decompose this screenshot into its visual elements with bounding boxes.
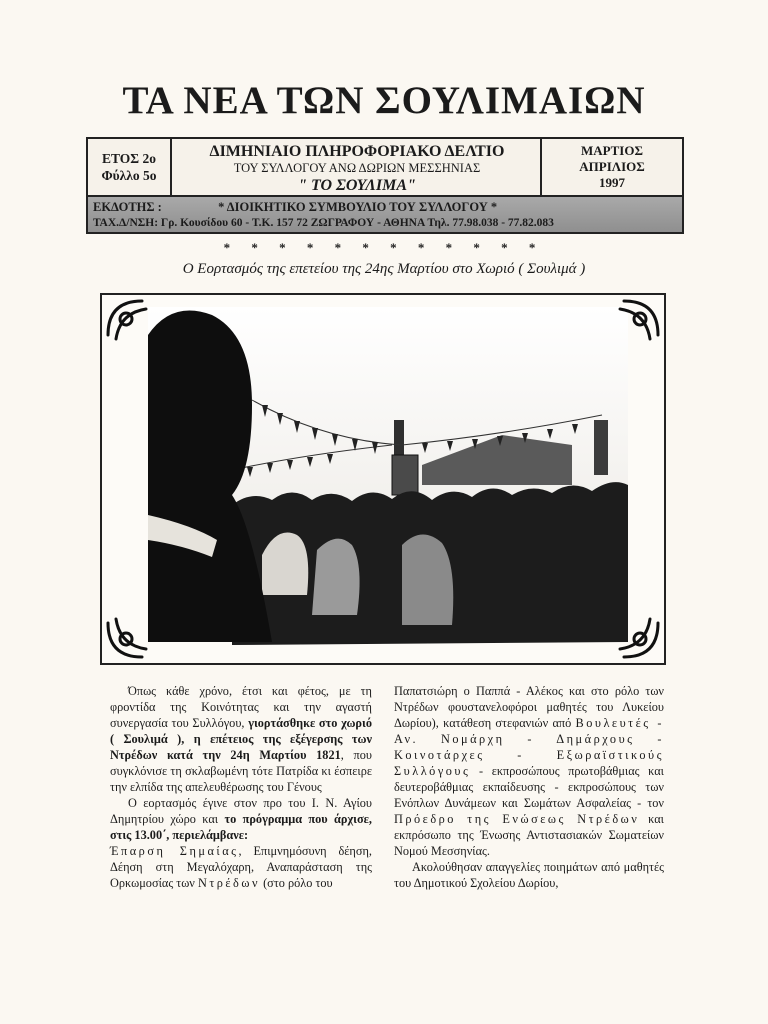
issue-month-1: ΜΑΡΤΙΟΣ (581, 143, 643, 158)
issue-date-year: 1997 (599, 175, 625, 190)
text-run-spaced: Έπαρση Σημαίας (110, 844, 239, 858)
text-run-spaced: Βουλευτές - Αν. Νομάρχη - Δημάρχους - Κοινοτάρχες - Εξωραϊστικούς Συλλόγους (394, 716, 664, 778)
article-column-right (394, 683, 664, 891)
bulletin-line-2: ΤΟΥ ΣΥΛΛΟΓΟΥ ΑΝΩ ΔΩΡΙΩΝ ΜΕΣΣΗΝΙΑΣ (233, 161, 481, 175)
article-paragraph (110, 683, 372, 795)
article-paragraph (110, 795, 372, 843)
text-run: (στο ρόλο του (260, 876, 333, 890)
text-run-spaced: Πρόεδρο της Ενώσεως Ντρέδων (394, 812, 640, 826)
article-photo (100, 293, 666, 665)
text-run: Ο εορτασμός έγινε στον προ του Ι. Ν. Αγίου Δημητρίου χώρο και (110, 796, 372, 826)
article-paragraph (110, 843, 372, 891)
bulletin-line-3: " ΤΟ ΣΟΥΛΙΜΑ" (298, 177, 416, 194)
article-column-left (110, 683, 372, 891)
text-run: Όπως κάθε χρόνο, έτσι και φέτος, με τη φροντίδα της Κοινότητας και την αγαστή συνεργασία του Συλλόγου, (110, 684, 372, 730)
star-separator: * * * * * * * * * * * * (223, 240, 545, 255)
text-run-bold: το πρόγραμμα που άρχισε, στις 13.00΄, περιελάμβανε: (110, 812, 372, 842)
article-subtitle: Ο Εορτασμός της επετείου της 24ης Μαρτίου στο Χωριό ( Σουλιμά ) (182, 261, 586, 277)
text-run: , Επιμνημόσυνη δέηση, Δέηση στη Μεγαλόχαρη, Αναπαράσταση της Ορκωμοσίας των (110, 844, 372, 890)
issue-info (88, 139, 172, 195)
issue-month-2: ΑΠΡΙΛΙΟΣ (579, 159, 645, 174)
issue-year: ΕΤΟΣ 2ο (102, 151, 156, 166)
ceremony-photo-illustration (102, 295, 664, 663)
text-run: και εκπρόσωπο της Ένωσης Αντιστασιακών Σωματείων Νομού Μεσσηνίας. (394, 812, 664, 858)
bulletin-line-1: ΔΙΜΗΝΙΑΙΟ ΠΛΗΡΟΦΟΡΙΑΚΟ ΔΕΛΤΙΟ (209, 143, 505, 160)
article-paragraph (394, 683, 664, 859)
publisher-row: ΕΚΔΟΤΗΣ : * ΔΙΟΙΚΗΤΙΚΟ ΣΥΜΒΟΥΛΙΟ ΤΟΥ ΣΥΛΛΟΓΟΥ * (93, 200, 498, 214)
issue-sheet: Φύλλο 5ο (101, 168, 157, 183)
publisher-bar (86, 197, 684, 234)
text-run: Παπατσιώρη ο Παππά - Αλέκος και στο ρόλο των Ντρέδων φουστανελοφόροι μαθητές του Λυκείου Δωρίου), κατάθεση στεφανιών από (394, 684, 664, 730)
article-paragraph: Ακολούθησαν απαγγελίες ποιημάτων από μαθητές του Δημοτικού Σχολείου Δωρίου, (394, 860, 664, 890)
text-run: , που συγκλόνισε τη σκλαβωμένη τότε Πατρίδα κι έσπειρε την ελπίδα της απελευθέρωσης του Γένους (110, 748, 372, 794)
text-run-bold: γιορτάσθηκε στο χωριό ( Σουλιμά ), η επέτειος της εξέγερσης των Ντρέδων κατά την 24η Μαρτίου 1821 (110, 716, 372, 762)
bulletin-description (172, 139, 542, 195)
text-run-spaced: Ντρέδων (197, 876, 261, 890)
header-box (86, 137, 684, 197)
address-row: ΤΑΧ.Δ/ΝΣΗ: Γρ. Κουσίδου 60 - Τ.Κ. 157 72 ΖΩΓΡΑΦΟΥ - ΑΘΗΝΑ Τηλ. 77.98.038 - 77.82.083 (93, 217, 554, 229)
newspaper-title: ΤΑ ΝΕΑ ΤΩΝ ΣΟΥΛΙΜΑΙΩΝ (122, 79, 646, 122)
issue-date (540, 139, 682, 195)
text-run: - εκπροσώπους πρωτοβάθμιας και δευτεροβάθμιας εκπαίδευσης - εκπροσώπους των Ενόπλων Δυνάμεων και Σωμάτων Ασφαλείας - τον (394, 764, 664, 810)
